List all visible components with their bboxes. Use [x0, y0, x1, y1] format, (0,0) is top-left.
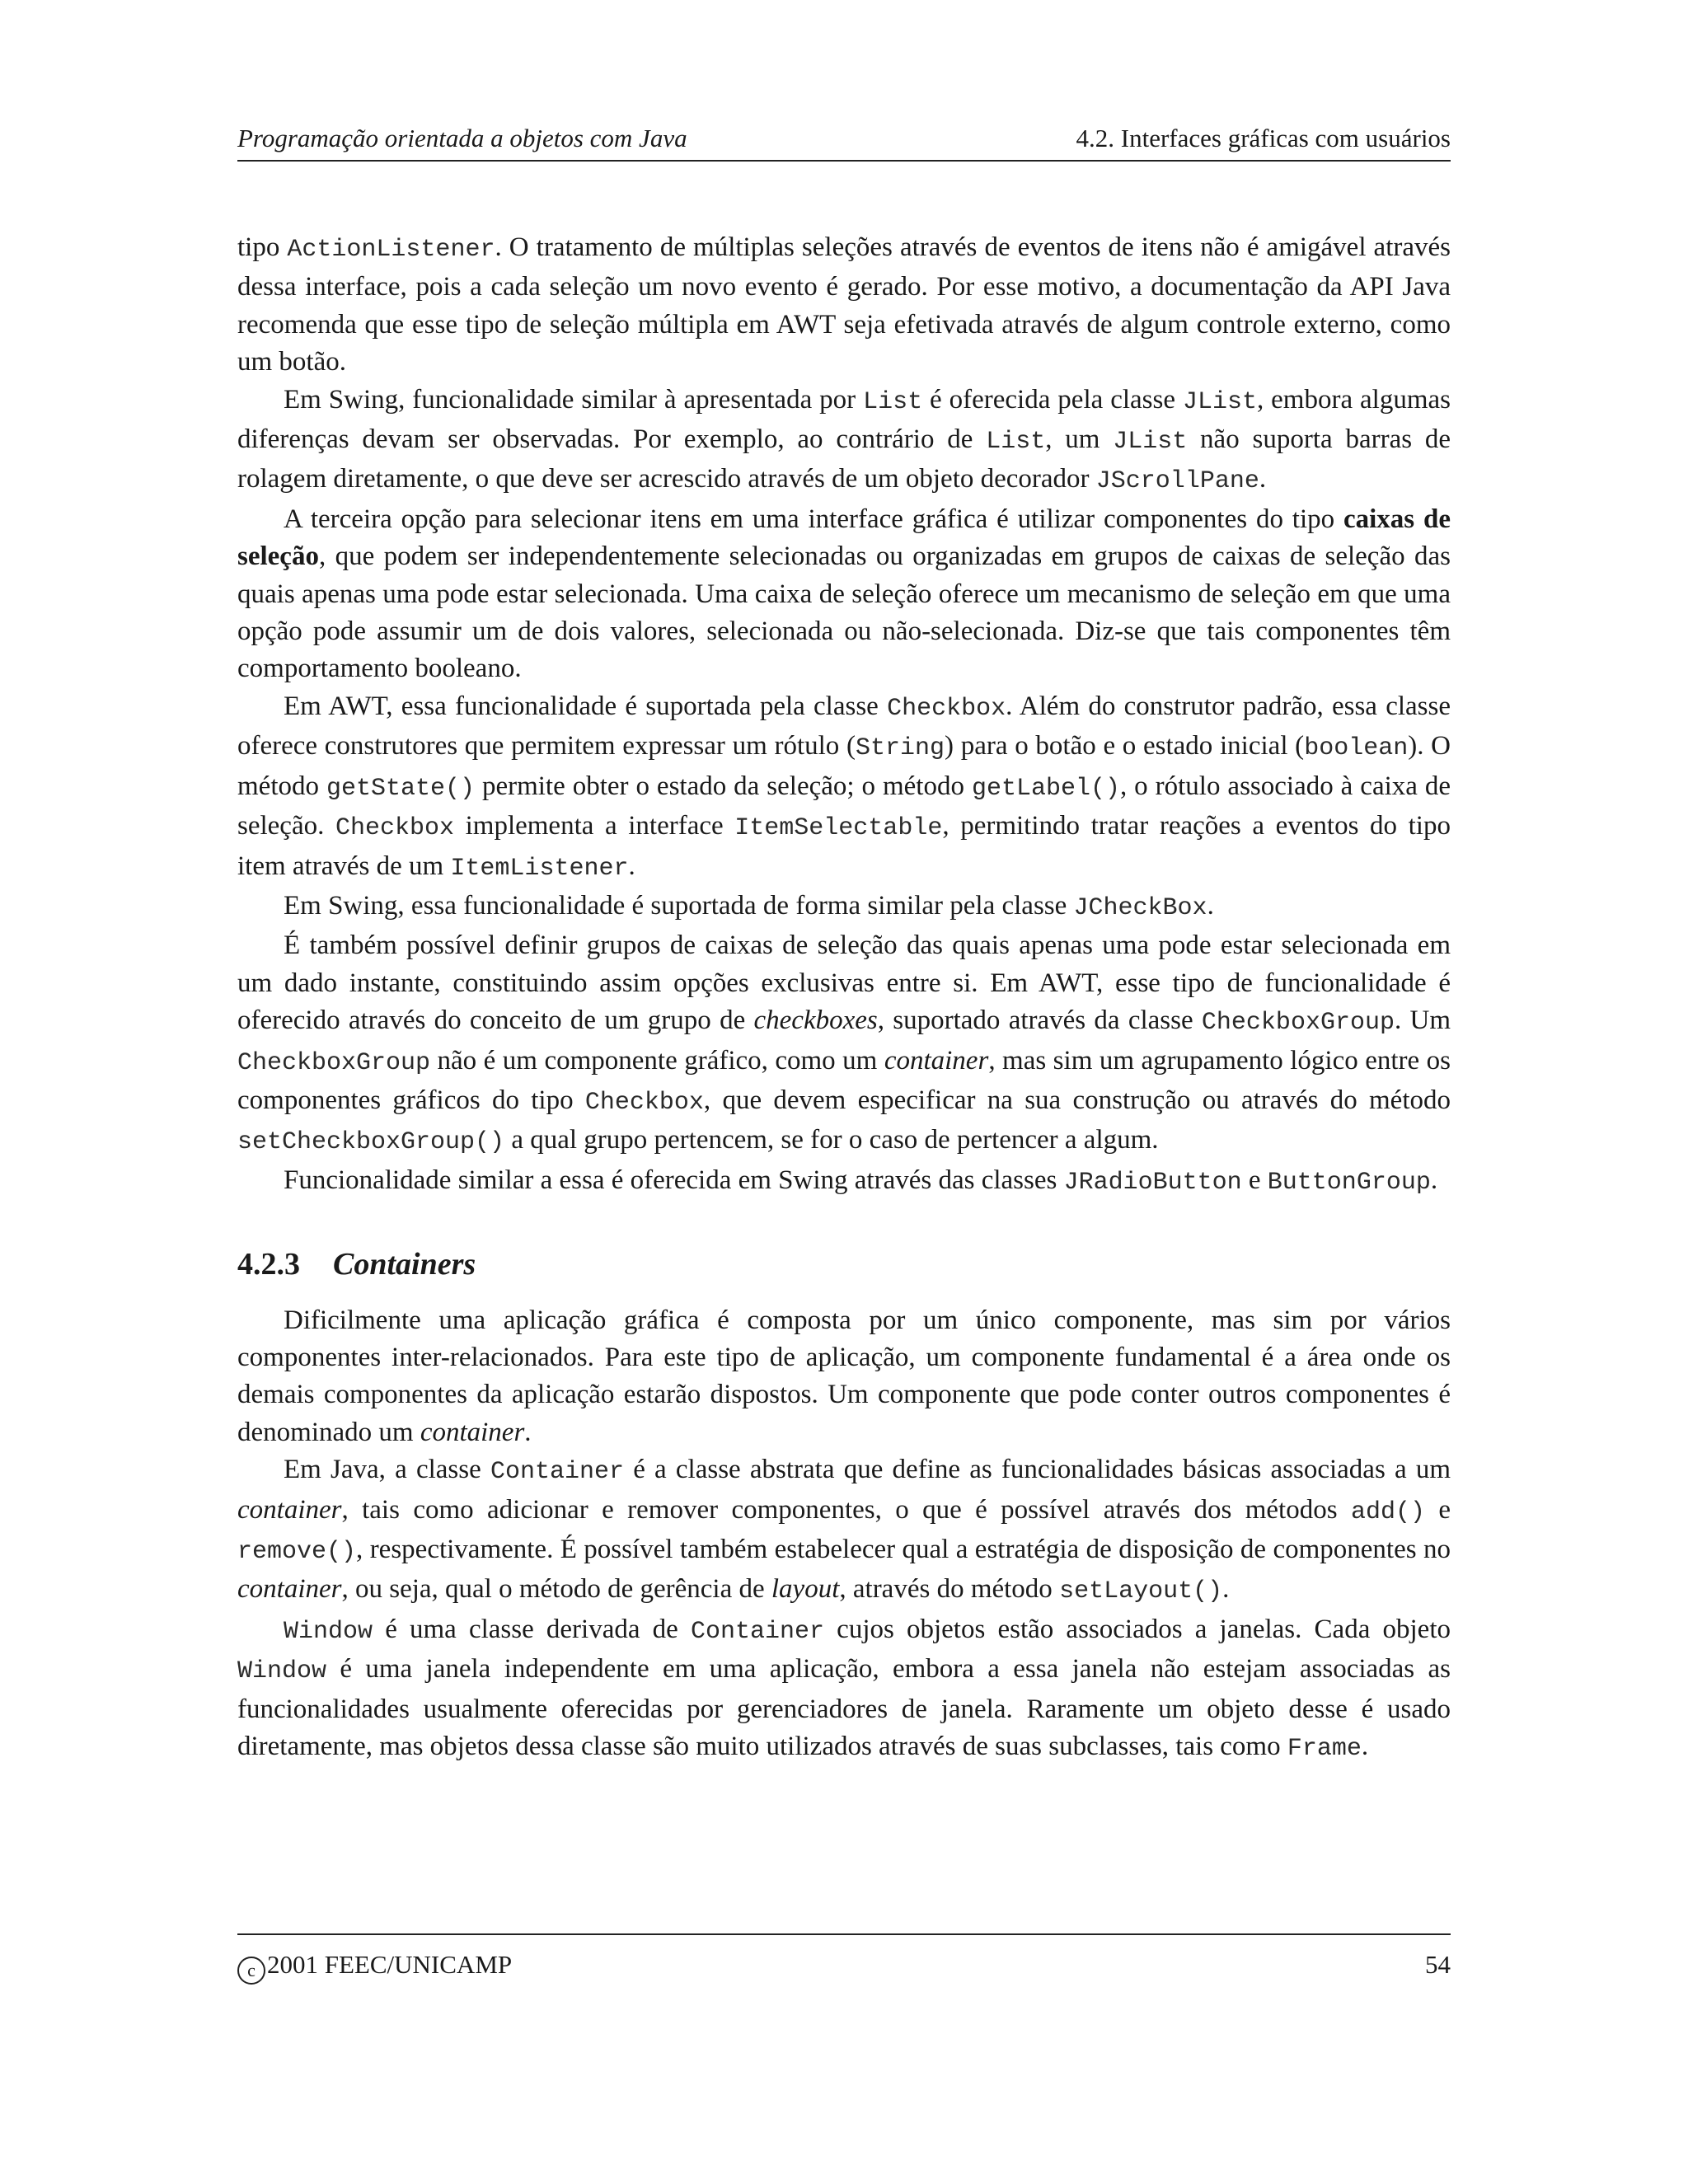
paragraph-4 [237, 688, 1451, 888]
text: permite obter o estado da seleção; o método [474, 771, 972, 801]
text: A terceira opção para selecionar itens em uma interface gráfica é utilizar componentes do tipo [284, 504, 1343, 534]
code-term: ItemListener [450, 854, 629, 883]
code-term: setLayout() [1059, 1577, 1223, 1606]
text: implementa a interface [454, 811, 735, 841]
text: . Um [1394, 1005, 1451, 1036]
code-term: Container [490, 1458, 624, 1487]
text: , respectivamente. É possível também estabelecer qual a estratégia de disposição de componentes no [356, 1535, 1451, 1564]
page-number: 54 [1425, 1950, 1451, 1979]
code-term: getState() [326, 774, 475, 803]
text: , mas sim um agrupamento lógico entre os componentes gráficos do tipo [237, 1045, 1451, 1115]
code-term: JCheckBox [1073, 893, 1207, 922]
code-term: ItemSelectable [734, 814, 943, 843]
text: , o rótulo associado à caixa de seleção. [237, 771, 1451, 841]
text: , um [1045, 424, 1114, 455]
text: Em AWT, essa funcionalidade é suportada pela classe [284, 691, 888, 721]
code-term: JList [1182, 387, 1257, 416]
paragraph-1 [237, 229, 1451, 382]
text: tipo [237, 232, 288, 262]
header-section-title: 4.2. Interfaces gráficas com usuários [1076, 124, 1451, 152]
text: ). O método [237, 731, 1451, 801]
italic-term: container [420, 1417, 525, 1447]
text: Dificilmente uma aplicação gráfica é composta por um único componente, mas sim por vários componentes inter-relacionados. Para este tipo de aplicação, um componente fundamental é a área onde os demais componentes da aplicação estarão dispostos. Um componente que pode conter outros componentes é denominado um [237, 1305, 1451, 1447]
text: não suporta barras de rolagem diretamente, o que deve ser acrescido através de um objeto decorador [237, 424, 1451, 494]
text: , suportado através da classe [877, 1005, 1202, 1036]
footer-copyright-text: 2001 FEEC/UNICAMP [267, 1950, 513, 1979]
code-term: JScrollPane [1095, 467, 1259, 496]
text: cujos objetos estão associados a janelas. Cada objeto [824, 1614, 1451, 1644]
running-footer [237, 1933, 1451, 1983]
header-book-title: Programação orientada a objetos com Java [237, 124, 687, 152]
code-term: add() [1350, 1497, 1425, 1526]
text: , tais como adicionar e remover componentes, o que é possível através dos métodos [341, 1494, 1351, 1525]
text: . [1259, 464, 1267, 494]
text: , embora algumas diferenças devam ser observadas. Por exemplo, ao contrário de [237, 384, 1451, 455]
text: Em Swing, essa funcionalidade é suportada de forma similar pela classe [284, 890, 1074, 921]
italic-term: layout [771, 1574, 840, 1605]
italic-term: container [237, 1494, 342, 1525]
code-term: Checkbox [887, 694, 1006, 723]
paragraph-5 [237, 888, 1451, 927]
code-term: List [986, 428, 1046, 457]
paragraph-7 [237, 1162, 1451, 1202]
code-term: setCheckboxGroup() [237, 1128, 505, 1157]
code-term: ActionListener [287, 236, 495, 264]
code-term: Frame [1287, 1735, 1362, 1764]
code-term: JRadioButton [1063, 1168, 1242, 1197]
paragraph-2 [237, 382, 1451, 501]
text: , que devem especificar na sua construção ou através do método [703, 1085, 1451, 1115]
running-header [237, 120, 1451, 162]
text: . [1361, 1732, 1369, 1762]
italic-term: container [884, 1045, 989, 1076]
text: , permitindo tratar reações a eventos do tipo item através de um [237, 811, 1451, 881]
code-term: Container [690, 1617, 825, 1646]
paragraph-9 [237, 1451, 1451, 1611]
section-title: Containers [333, 1247, 476, 1282]
code-term: Window [284, 1617, 373, 1646]
text: . [524, 1417, 532, 1447]
text: é oferecida pela classe [922, 384, 1183, 415]
code-term: ButtonGroup [1267, 1168, 1431, 1197]
text: . [628, 851, 635, 881]
text: Em Java, a classe [284, 1455, 490, 1485]
paragraph-8 [237, 1302, 1451, 1452]
text: Funcionalidade similar a essa é oferecida em Swing através das classes [284, 1165, 1064, 1195]
text: ) para o botão e o estado inicial ( [945, 731, 1305, 762]
page-body [237, 229, 1451, 1768]
code-term: getLabel() [971, 774, 1120, 803]
text: Em Swing, funcionalidade similar à apresentada por [284, 384, 864, 415]
paragraph-10 [237, 1611, 1451, 1769]
italic-term: container [237, 1574, 342, 1605]
text: e [1241, 1165, 1268, 1195]
text: não é um componente gráfico, como um [430, 1045, 884, 1076]
code-term: CheckboxGroup [237, 1048, 431, 1077]
paragraph-3 [237, 501, 1451, 688]
text: é uma janela independente em uma aplicação, embora a essa janela não estejam associadas as funcionalidades usualmente oferecidas por gerenciadores de janela. Raramente um objeto desse é usado diretamente, mas objetos dessa classe são muito utilizados através de suas subclasses, tais como [237, 1654, 1451, 1762]
text: . [1207, 890, 1214, 921]
text: . [1222, 1574, 1230, 1605]
footer-copyright [237, 1950, 512, 1985]
text: é uma classe derivada de [373, 1614, 691, 1644]
paragraph-6 [237, 927, 1451, 1161]
section-heading [237, 1246, 1451, 1283]
text: a qual grupo pertencem, se for o caso de pertencer a algum. [504, 1125, 1159, 1155]
italic-term: checkboxes [753, 1005, 878, 1036]
code-term: JList [1113, 428, 1188, 457]
bold-term: caixas de seleção [237, 504, 1451, 572]
text: , através do método [839, 1574, 1060, 1605]
text: é a classe abstrata que define as funcionalidades básicas associadas a um [624, 1455, 1451, 1485]
code-term: remove() [237, 1538, 357, 1566]
document-page [237, 0, 1451, 2184]
section-number: 4.2.3 [237, 1247, 300, 1282]
text: . Além do construtor padrão, essa classe oferece construtores que permitem expressar um rótulo ( [237, 691, 1451, 762]
code-term: List [863, 387, 923, 416]
code-term: CheckboxGroup [1201, 1009, 1395, 1038]
code-term: String [856, 734, 945, 763]
text: . O tratamento de múltiplas seleções através de eventos de itens não é amigável através dessa interface, pois a cada seleção um novo evento é gerado. Por esse motivo, a documentação da API Java recomenda que esse tipo de seleção múltipla em AWT seja efetivada através de algum controle externo, como um botão. [237, 232, 1451, 377]
text: e [1424, 1494, 1451, 1525]
code-term: Checkbox [584, 1088, 704, 1117]
text: . [1430, 1165, 1438, 1195]
copyright-icon: c [237, 1957, 265, 1985]
code-term: boolean [1304, 734, 1409, 763]
code-term: Checkbox [335, 814, 454, 843]
text: , que podem ser independentemente selecionadas ou organizadas em grupos de caixas de seleção das quais apenas uma pode estar selecionada. Uma caixa de seleção oferece um mecanismo de seleção em que uma opção pode assumir um de dois valores, selecionada ou não-selecionada. Diz-se que tais componentes têm comportamento booleano. [237, 541, 1451, 684]
code-term: Window [237, 1657, 327, 1686]
text: É também possível definir grupos de caixas de seleção das quais apenas uma pode estar selecionada em um dado instante, constituindo assim opções exclusivas entre si. Em AWT, esse tipo de funcionalidade é oferecido através do conceito de um grupo de [237, 930, 1451, 1036]
text: , ou seja, qual o método de gerência de [341, 1574, 771, 1605]
